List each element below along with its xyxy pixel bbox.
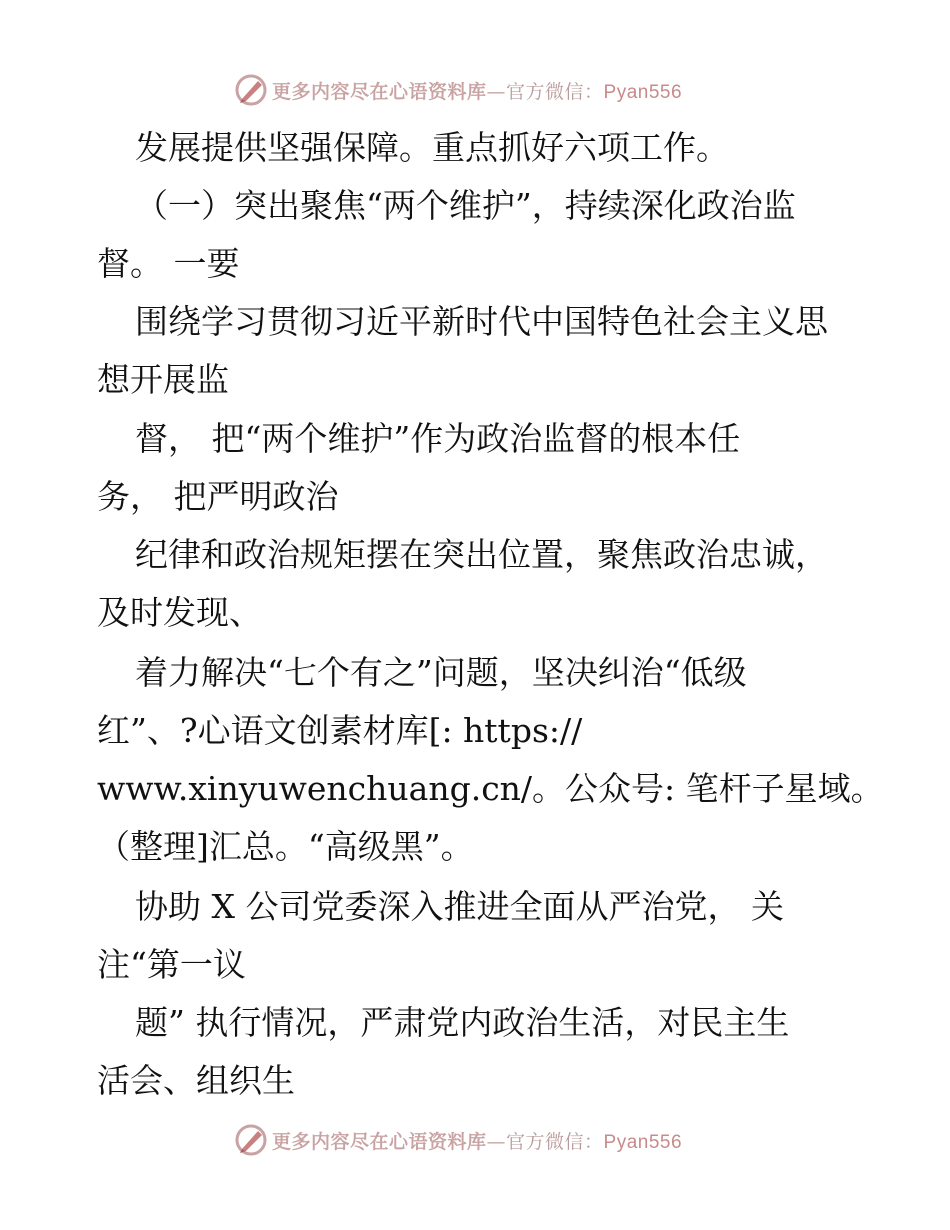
text-line: 着力解决“七个有之”问题，坚决纠治“低级	[135, 653, 747, 692]
text-line: 围绕学习贯彻习近平新时代中国特色社会主义思	[135, 302, 828, 341]
text-line: www.xinyuwenchuang.cn/。公众号: 笔杆子星域。	[97, 769, 884, 808]
text-line: 题” 执行情况，严肃党内政治生活，对民主生	[135, 1003, 790, 1042]
banner-wx-label: 官方微信：	[506, 80, 604, 103]
text-line: 注“第一议	[97, 945, 246, 984]
text-line: 督。 一要	[97, 244, 240, 283]
text-line: 想开展监	[97, 360, 229, 399]
text-line: （一）突出聚焦“两个维护”，持续深化政治监	[135, 186, 796, 225]
pen-logo-icon	[234, 1123, 268, 1157]
banner-wx-id: Pyan556	[603, 81, 683, 103]
text-line: 活会、组织生	[97, 1061, 295, 1100]
text-line: 督， 把“两个维护”作为政治监督的根本任	[135, 419, 741, 458]
footer-banner	[0, 1120, 950, 1160]
banner-group	[234, 1122, 682, 1158]
text-line: 红”、?心语文创素材库[: https://	[97, 711, 583, 750]
text-line: 及时发现、	[97, 593, 262, 632]
banner-wx-id: Pyan556	[603, 1131, 683, 1153]
text-line: 协助 X 公司党委深入推进全面从严治党， 关	[135, 887, 784, 926]
banner-wx-label: 官方微信：	[506, 1130, 604, 1153]
banner-dash: —	[486, 1130, 507, 1153]
banner-lead: 更多内容尽在心语资料库	[272, 1130, 487, 1153]
text-line: 务， 把严明政治	[97, 477, 339, 516]
text-line: 纪律和政治规矩摆在突出位置，聚焦政治忠诚，	[135, 535, 828, 574]
banner-lead: 更多内容尽在心语资料库	[272, 80, 487, 103]
text-line: 发展提供坚强保障。重点抓好六项工作。	[135, 128, 729, 167]
text-line: （整理]汇总。“高级黑”。	[97, 827, 474, 866]
banner-text	[272, 1127, 682, 1154]
banner-dash: —	[486, 80, 507, 103]
